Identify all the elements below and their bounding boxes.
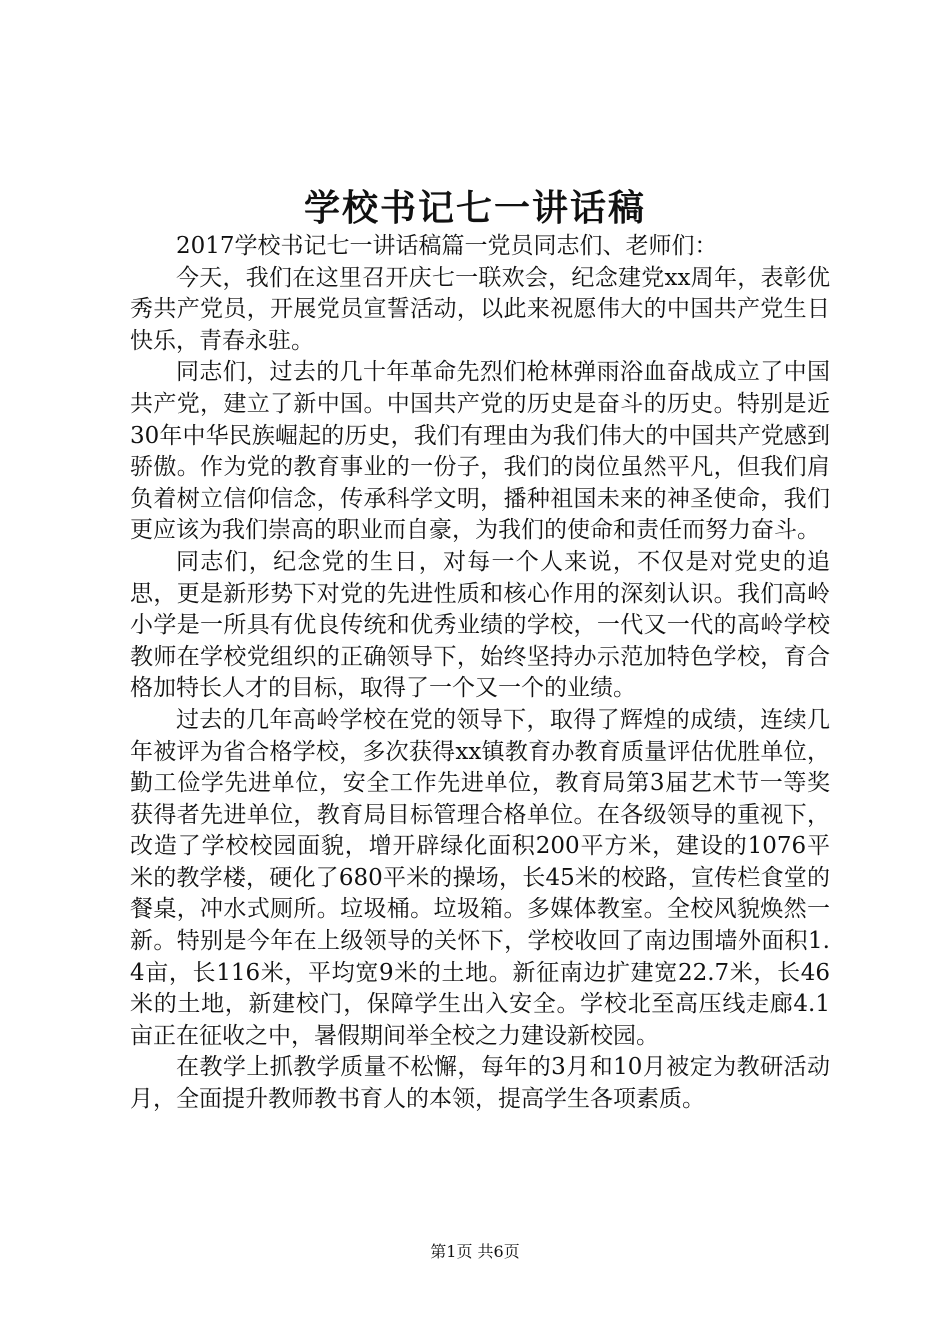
paragraph: 同志们，过去的几十年革命先烈们枪林弹雨浴血奋战成立了中国共产党，建立了新中国。中国共产党的历史是奋斗的历史。特别是近30年中华民族崛起的历史，我们有理由为我们伟大的中国共产党感到骄傲。作为党的教育事业的一份子，我们的岗位虽然平凡，但我们肩负着树立信仰信念，传承科学文明，播种祖国未来的神圣使命，我们更应该为我们崇高的职业而自豪，为我们的使命和责任而努力奋斗。 (130, 359, 830, 544)
paragraph: 在教学上抓教学质量不松懈，每年的3月和10月被定为教研活动月，全面提升教师教书育人的本领，提高学生各项素质。 (130, 1054, 830, 1113)
paragraph: 2017学校书记七一讲话稿篇一党员同志们、老师们： (176, 233, 718, 259)
paragraph: 过去的几年高岭学校在党的领导下，取得了辉煌的成绩，连续几年被评为省合格学校，多次获得xx镇教育办教育质量评估优胜单位，勤工俭学先进单位，安全工作先进单位，教育局第3届艺术节一等奖获得者先进单位，教育局目标管理合格单位。在各级领导的重视下，改造了学校校园面貌，增开辟绿化面积200平方米，建设的1076平米的教学楼，硬化了680平米的操场，长45米的校路，宣传栏食堂的餐桌，冲水式厕所。垃圾桶。垃圾箱。多媒体教室。全校风貌焕然一新。特别是今年在上级领导的关怀下，学校收回了南边围墙外面积1.4亩，长116米，平均宽9米的土地。新征南边扩建宽22.7米，长46米的土地，新建校门，保障学生出入安全。学校北至高压线走廊4.1亩正在征收之中，暑假期间举全校之力建设新校园。 (130, 706, 830, 1049)
document-body (130, 231, 830, 1116)
document-title: 学校书记七一讲话稿 (303, 187, 646, 229)
page-footer: 第1页 共6页 (430, 1242, 520, 1261)
paragraph: 同志们，纪念党的生日，对每一个人来说，不仅是对党史的追思，更是新形势下对党的先进性质和核心作用的深刻认识。我们高岭小学是一所具有优良传统和优秀业绩的学校，一代又一代的高岭学校教师在学校党组织的正确领导下，始终坚持办示范加特色学校，育合格加特长人才的目标，取得了一个又一个的业绩。 (130, 548, 830, 702)
paragraph: 今天，我们在这里召开庆七一联欢会，纪念建党xx周年，表彰优秀共产党员，开展党员宣誓活动，以此来祝愿伟大的中国共产党生日快乐，青春永驻。 (130, 264, 830, 354)
